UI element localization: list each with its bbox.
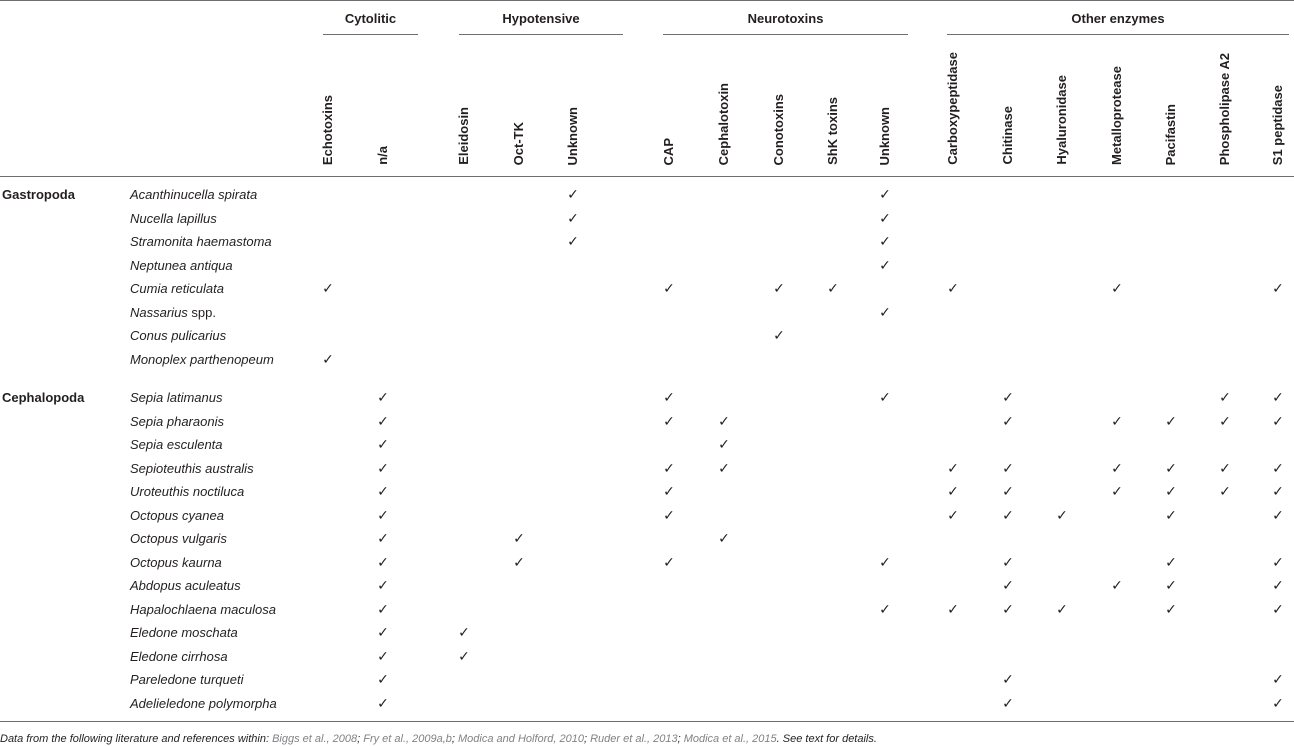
species-name: Octopus kaurna	[130, 554, 222, 570]
column-header-carboxypeptidase: Carboxypeptidase	[945, 52, 960, 165]
column-header-cap: CAP	[661, 137, 676, 165]
check-mark: ✓	[1219, 412, 1231, 429]
group-underline-cytolitic	[323, 34, 418, 35]
check-mark: ✓	[322, 350, 334, 367]
check-mark: ✓	[513, 553, 525, 570]
header-rule	[0, 176, 1294, 177]
species-name: Sepia latimanus	[130, 390, 223, 405]
check-mark: ✓	[879, 256, 891, 273]
reference-link[interactable]: Biggs et al., 2008	[272, 733, 358, 745]
species-name: Cumia reticulata	[130, 281, 224, 296]
species-name: Hapalochlaena maculosa	[130, 601, 276, 617]
check-mark: ✓	[1002, 459, 1014, 476]
group-title-neurotoxins: Neurotoxins	[747, 11, 824, 26]
column-header-s1-peptidase: S1 peptidase	[1270, 84, 1285, 165]
check-mark: ✓	[377, 530, 389, 546]
species-octopus-vulgaris	[130, 531, 227, 546]
species-nassarius	[130, 305, 216, 320]
check-mark: ✓	[458, 647, 470, 664]
check-mark: ✓	[377, 577, 389, 593]
check-mark: ✓	[567, 186, 579, 202]
class-label-cephalopoda: Cephalopoda	[2, 390, 85, 405]
check-mark: ✓	[1165, 483, 1177, 499]
check-mark: ✓	[377, 459, 389, 476]
column-header-eleidosin: Eleidosin	[456, 107, 471, 165]
check-mark: ✓	[1002, 389, 1014, 405]
check-mark: ✓	[879, 553, 891, 570]
column-header-chitinase: Chitinase	[1000, 106, 1015, 165]
check-mark: ✓	[1272, 459, 1284, 476]
species-conus-pulicarius	[130, 328, 226, 343]
species-name: Monoplex parthenopeum	[130, 351, 274, 367]
species-name: Octopus vulgaris	[130, 531, 227, 546]
check-mark: ✓	[377, 694, 389, 711]
species-acanthinucella-spirata	[130, 187, 257, 202]
check-mark: ✓	[879, 303, 891, 320]
check-mark: ✓	[1272, 483, 1284, 499]
species-name: Acanthinucella spirata	[130, 187, 258, 202]
column-header-hyaluronidase: Hyaluronidase	[1054, 75, 1069, 165]
species-name: Nucella lapillus	[130, 210, 217, 226]
check-mark: ✓	[1165, 600, 1177, 617]
check-mark: ✓	[718, 530, 730, 546]
species-name: Abdopus aculeatus	[130, 578, 241, 593]
species-name: Uroteuthis noctiluca	[130, 484, 245, 499]
species-name: Eledone moschata	[130, 625, 238, 640]
species-eledone-moschata	[130, 625, 238, 640]
check-mark: ✓	[1111, 577, 1123, 593]
group-underline-neurotoxins	[663, 34, 908, 35]
reference-link[interactable]: Modica et al., 2015	[683, 733, 777, 745]
bottom-rule	[0, 721, 1294, 722]
check-mark: ✓	[1002, 600, 1014, 617]
check-mark: ✓	[1272, 506, 1284, 523]
check-mark: ✓	[663, 553, 675, 570]
check-mark: ✓	[663, 483, 675, 499]
footnote-intro: Data from the following literature and references within:	[0, 733, 273, 745]
species-sepioteuthis-australis	[130, 461, 254, 476]
species-pareledone-turqueti	[130, 672, 243, 687]
check-mark: ✓	[377, 436, 389, 452]
check-mark: ✓	[663, 389, 675, 405]
column-header-shk-toxins: ShK toxins	[825, 97, 840, 165]
group-underline-other-enzymes	[947, 34, 1289, 35]
check-mark: ✓	[718, 459, 730, 476]
check-mark: ✓	[1272, 671, 1284, 687]
check-mark: ✓	[1111, 483, 1123, 499]
column-header-conotoxins: Conotoxins	[771, 93, 786, 165]
column-header-metalloprotease: Metalloprotease	[1109, 66, 1124, 165]
group-title-cytolitic: Cytolitic	[344, 11, 397, 26]
reference-separator: ;	[677, 733, 684, 745]
check-mark: ✓	[1272, 553, 1284, 570]
check-mark: ✓	[1002, 694, 1014, 711]
species-name: Stramonita haemastoma	[130, 234, 272, 249]
check-mark: ✓	[1165, 553, 1177, 570]
species-neptunea-antiqua	[130, 258, 233, 273]
species-cumia-reticulata	[130, 281, 224, 296]
check-mark: ✓	[773, 327, 785, 343]
species-name: Pareledone turqueti	[130, 672, 244, 687]
check-mark: ✓	[879, 233, 891, 249]
check-mark: ✓	[458, 624, 470, 640]
reference-separator: ;	[451, 733, 459, 745]
check-mark: ✓	[1002, 506, 1014, 523]
check-mark: ✓	[1165, 459, 1177, 476]
check-mark: ✓	[663, 280, 675, 296]
column-header-cephalotoxin: Cephalotoxin	[716, 82, 731, 165]
check-mark: ✓	[1272, 412, 1284, 429]
reference-separator: ;	[357, 733, 364, 745]
column-header-pacifastin: Pacifastin	[1163, 103, 1178, 165]
check-mark: ✓	[567, 233, 579, 249]
species-name: Neptunea antiqua	[130, 257, 233, 273]
species-name: Sepia esculenta	[130, 437, 223, 452]
species-sepia-latimanus	[130, 390, 223, 405]
species-name: Eledone cirrhosa	[130, 648, 228, 664]
group-title-other-enzymes: Other enzymes	[1071, 11, 1165, 26]
check-mark: ✓	[377, 553, 389, 570]
column-header-unknown: Unknown	[565, 106, 580, 165]
check-mark: ✓	[1219, 389, 1231, 405]
top-rule	[0, 0, 1294, 1]
species-eledone-cirrhosa	[130, 649, 228, 664]
check-mark: ✓	[663, 506, 675, 523]
check-mark: ✓	[377, 506, 389, 523]
check-mark: ✓	[947, 459, 959, 476]
check-mark: ✓	[377, 389, 389, 405]
species-monoplex-parthenopeum	[130, 352, 274, 367]
check-mark: ✓	[1272, 280, 1284, 296]
species-octopus-cyanea	[130, 508, 224, 523]
species-name: Conus pulicarius	[130, 328, 227, 343]
species-name: Sepioteuthis australis	[130, 460, 254, 476]
reference-link[interactable]: Ruder et al., 2013	[590, 733, 678, 745]
species-octopus-kaurna	[130, 555, 222, 570]
species-adelieledone-polymorpha	[130, 696, 277, 711]
check-mark: ✓	[1219, 483, 1231, 499]
column-header-phospholipase-a2: Phospholipase A2	[1217, 52, 1232, 165]
check-mark: ✓	[1002, 577, 1014, 593]
check-mark: ✓	[377, 412, 389, 429]
check-mark: ✓	[1111, 280, 1123, 296]
species-suffix: spp.	[187, 304, 216, 320]
group-underline-hypotensive	[459, 34, 623, 35]
column-header-echotoxins: Echotoxins	[320, 94, 335, 165]
check-mark: ✓	[1002, 483, 1014, 499]
species-nucella-lapillus	[130, 211, 217, 226]
check-mark: ✓	[1272, 600, 1284, 617]
check-mark: ✓	[1165, 412, 1177, 429]
check-mark: ✓	[1272, 577, 1284, 593]
check-mark: ✓	[1111, 412, 1123, 429]
check-mark: ✓	[1165, 577, 1177, 593]
check-mark: ✓	[513, 530, 525, 546]
check-mark: ✓	[1272, 694, 1284, 711]
reference-separator: .	[776, 733, 783, 745]
class-label-gastropoda: Gastropoda	[2, 187, 75, 202]
footnote-outro: See text for details.	[782, 733, 877, 745]
species-sepia-esculenta	[130, 437, 223, 452]
check-mark: ✓	[663, 459, 675, 476]
check-mark: ✓	[322, 280, 334, 296]
column-header-unknown: Unknown	[877, 106, 892, 165]
group-title-hypotensive: Hypotensive	[502, 11, 580, 26]
check-mark: ✓	[1002, 671, 1014, 687]
check-mark: ✓	[567, 209, 579, 226]
species-stramonita-haemastoma	[130, 234, 272, 249]
species-name: Octopus cyanea	[130, 507, 224, 523]
check-mark: ✓	[718, 412, 730, 429]
species-abdopus-aculeatus	[130, 578, 241, 593]
check-mark: ✓	[1219, 459, 1231, 476]
check-mark: ✓	[1272, 389, 1284, 405]
check-mark: ✓	[1056, 600, 1068, 617]
check-mark: ✓	[947, 600, 959, 617]
reference-link[interactable]: Fry et al., 2009a,b	[363, 733, 452, 745]
check-mark: ✓	[1056, 506, 1068, 523]
table-footnote	[0, 733, 877, 745]
reference-link[interactable]: Modica and Holford, 2010	[458, 733, 584, 745]
check-mark: ✓	[377, 600, 389, 617]
species-name: Sepia pharaonis	[130, 413, 224, 429]
check-mark: ✓	[879, 389, 891, 405]
check-mark: ✓	[377, 671, 389, 687]
reference-separator: ;	[583, 733, 591, 745]
check-mark: ✓	[718, 436, 730, 452]
check-mark: ✓	[947, 506, 959, 523]
check-mark: ✓	[1165, 506, 1177, 523]
check-mark: ✓	[377, 647, 389, 664]
check-mark: ✓	[1111, 459, 1123, 476]
species-hapalochlaena-maculosa	[130, 602, 276, 617]
check-mark: ✓	[1002, 412, 1014, 429]
check-mark: ✓	[377, 483, 389, 499]
check-mark: ✓	[879, 209, 891, 226]
column-header-n-a: n/a	[375, 146, 390, 165]
species-uroteuthis-noctiluca	[130, 484, 244, 499]
column-header-oct-tk: Oct-TK	[511, 121, 526, 165]
check-mark: ✓	[1002, 553, 1014, 570]
species-name: Adelieledone polymorpha	[130, 695, 277, 711]
check-mark: ✓	[377, 624, 389, 640]
check-mark: ✓	[773, 280, 785, 296]
check-mark: ✓	[947, 483, 959, 499]
check-mark: ✓	[663, 412, 675, 429]
check-mark: ✓	[879, 186, 891, 202]
species-name: Nassarius	[130, 304, 188, 320]
check-mark: ✓	[879, 600, 891, 617]
check-mark: ✓	[827, 280, 839, 296]
species-sepia-pharaonis	[130, 414, 224, 429]
check-mark: ✓	[947, 280, 959, 296]
